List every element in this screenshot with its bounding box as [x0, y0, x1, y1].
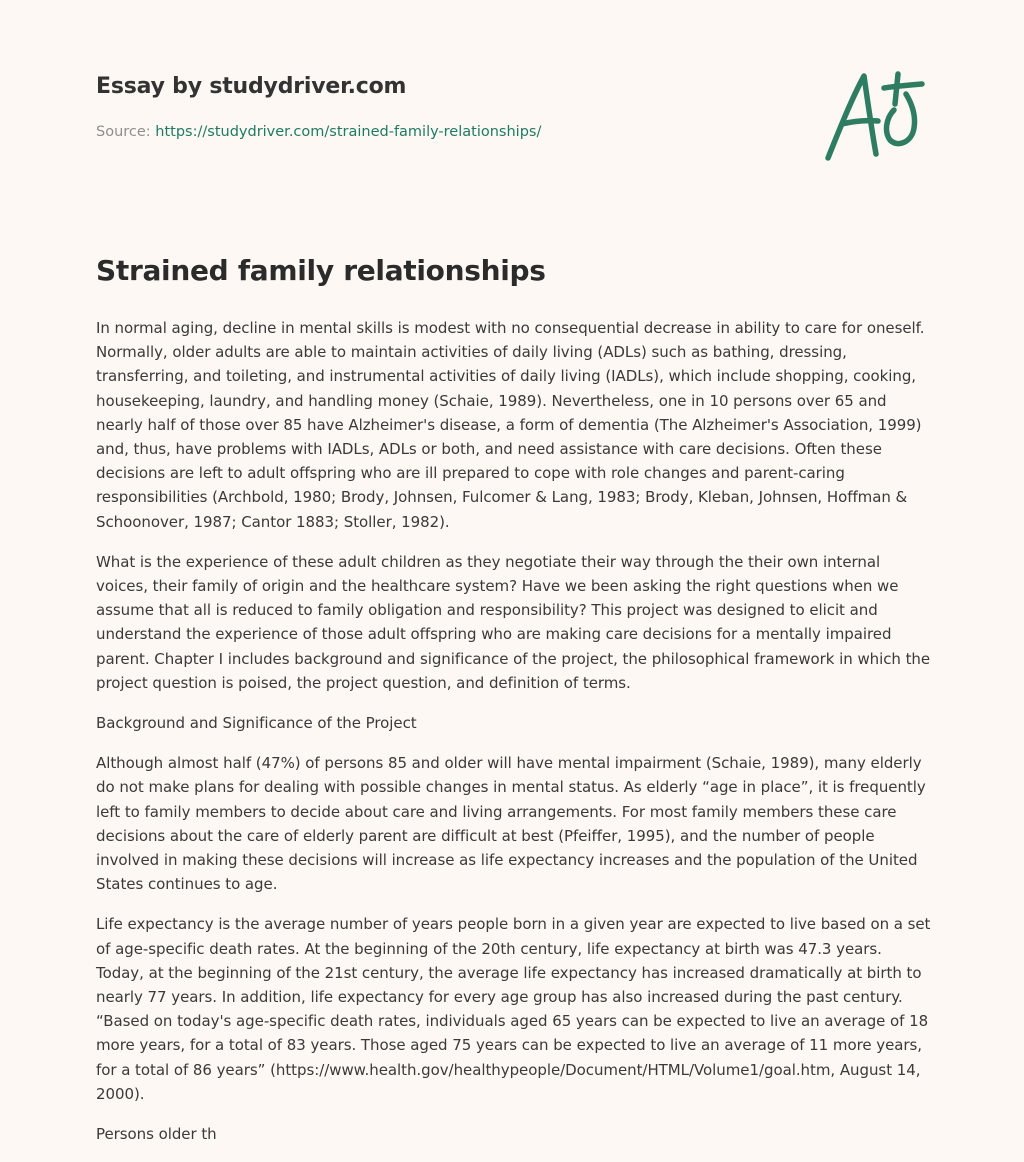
paragraph-truncated: Persons older th	[96, 1125, 217, 1144]
paragraph: In normal aging, decline in mental skills is modest with no consequential decrease in ability to care for oneself. Normally, older adults are able to maintain activities of daily living (ADLs) such as bathing, dressing, transferring, and toileting, and instrumental activities of daily living (IADLs), which include shopping, cooking, housekeeping, laundry, and handling money (Schaie, 1989). Nevertheless, one in 10 persons over 65 and nearly half of those over 85 have Alzheimer's disease, a form of dementia (The Alzheimer's Association, 1999) and, thus, have problems with IADLs, ADLs or both, and need assistance with care decisions. Often these decisions are left to adult offspring who are ill prepared to cope with role changes and parent-caring responsibilities (Archbold, 1980; Brody, Johnsen, Fulcomer & Lang, 1983; Brody, Kleban, Johnsen, Hoffman & Schoonover, 1987; Cantor 1883; Stoller, 1982).	[96, 319, 925, 531]
paragraph: Although almost half (47%) of persons 85 and older will have mental impairment (Schaie, 1989), many elderly do not make plans for dealing with possible changes in mental status. As elderly “age in place”, it is frequently left to family members to decide about care and living arrangements. For most family members these care decisions about the care of elderly parent are difficult at best (Pfeiffer, 1995), and the number of people involved in making these decisions will increase as life expectancy increases and the population of the United States continues to age.	[96, 754, 926, 894]
source-label: Source:	[96, 124, 151, 140]
paragraph: Life expectancy is the average number of years people born in a given year are expected to live based on a set of age-specific death rates. At the beginning of the 20th century, life expectancy at birth was 47.3 years. Today, at the beginning of the 21st century, the average life expectancy has increased dramatically at birth to nearly 77 years. In addition, life expectancy for every age group has also increased during the past century. “Based on today's age-specific death rates, individuals aged 65 years can be expected to live an average of 18 more years, for a total of 83 years. Those aged 75 years can be expected to live an average of 11 more years, for a total of 86 years” (https://www.health.gov/healthypeople/Document/HTML/Volume1/goal.htm, August 14, 2000).	[96, 915, 931, 1103]
paragraph: What is the experience of these adult children as they negotiate their way through the their own internal voices, their family of origin and the healthcare system? Have we been asking the right questions when we assume that all is reduced to family obligation and responsibility? This project was designed to elicit and understand the experience of those adult offspring who are making care decisions for a mentally impaired parent. Chapter I includes background and significance of the project, the philosophical framework in which the project question is poised, the project question, and definition of terms.	[96, 552, 931, 692]
source-link[interactable]: https://studydriver.com/strained-family-relationships/	[155, 124, 542, 140]
site-title: Essay by studydriver.com	[96, 74, 407, 99]
essay-body	[96, 316, 932, 1162]
a-plus-logo-icon	[818, 66, 930, 166]
essay-title: Strained family relationships	[96, 254, 546, 287]
section-heading: Background and Significance of the Project	[96, 714, 417, 733]
source-line	[96, 124, 541, 140]
